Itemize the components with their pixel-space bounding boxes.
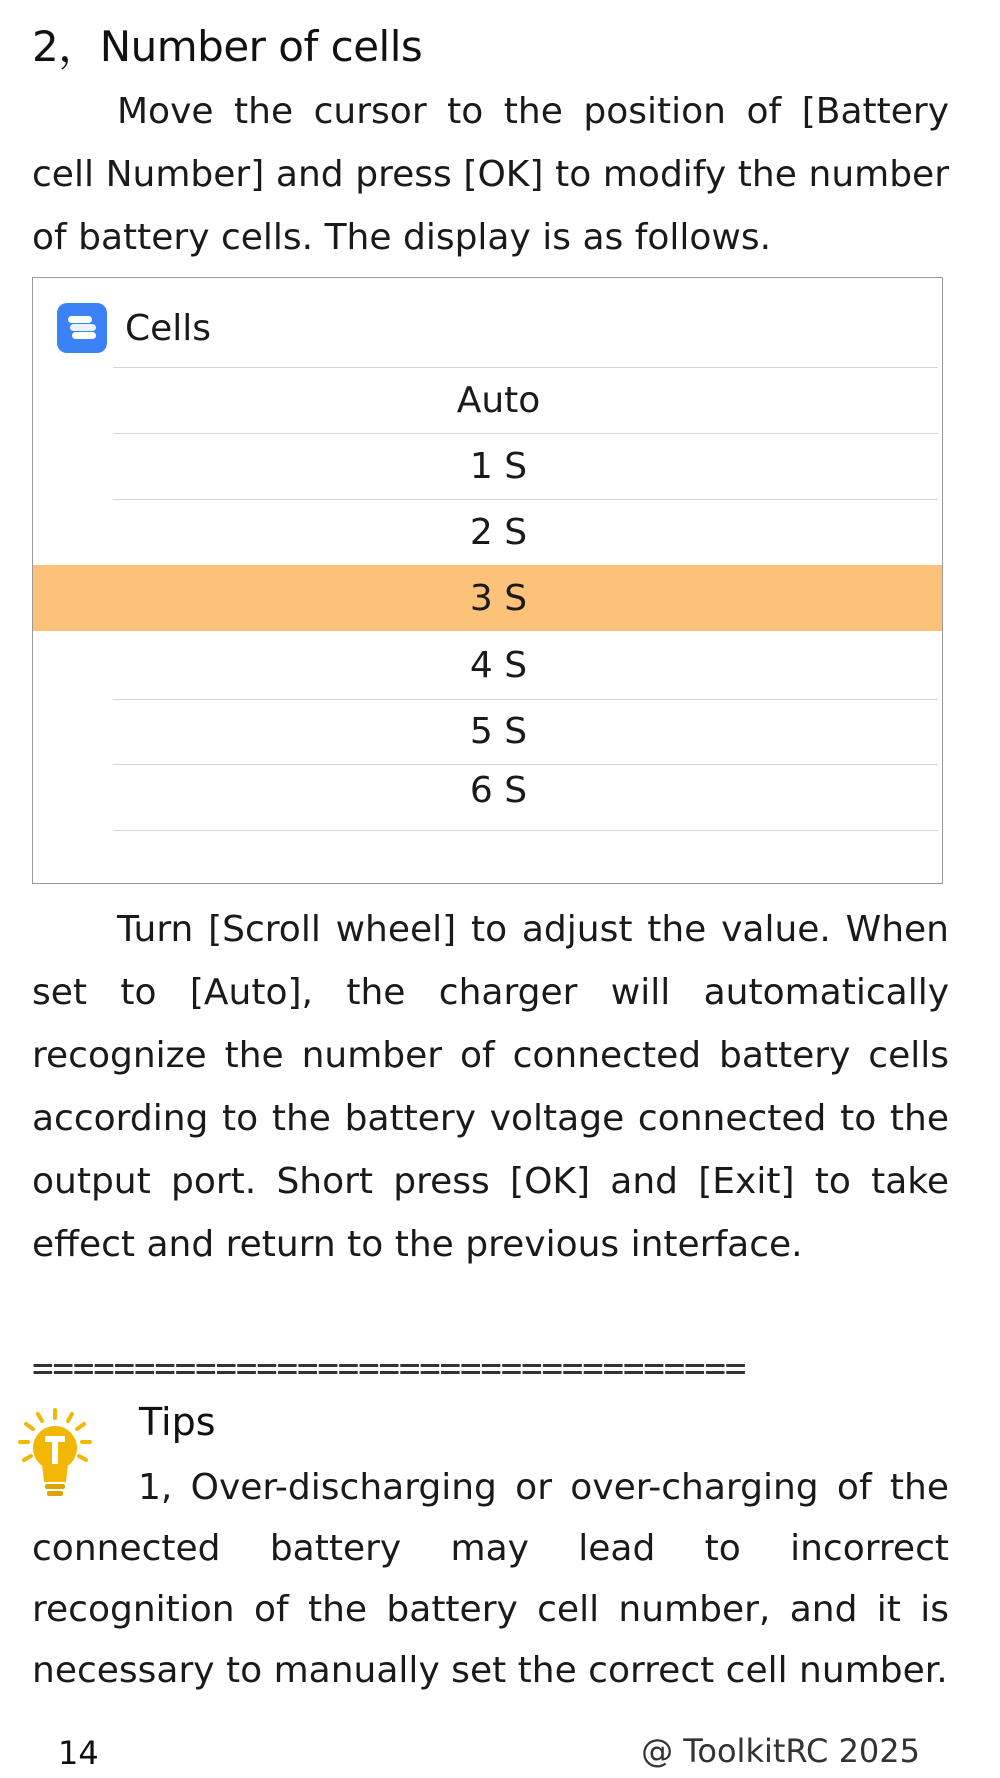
option-label: 5 S — [469, 711, 528, 752]
description-paragraph: Turn [Scroll wheel] to adjust the value. When set to [Auto], the charger will automatically recognize the number of connected battery cells according to the battery voltage connected to the output port. Short press [OK] and [Exit] to take effect and return to the previous interface. — [32, 909, 949, 1265]
option-4s[interactable] — [33, 631, 942, 699]
option-6s[interactable] — [33, 765, 942, 815]
option-auto[interactable] — [33, 368, 942, 433]
option-5s[interactable] — [33, 700, 942, 763]
option-2s[interactable] — [33, 500, 942, 565]
option-label: 3 S — [469, 577, 528, 619]
tip-item: 1, Over-discharging or over-charging of the connected battery may lead to incorrect recognition of the battery cell number, and it is necessary to manually set the correct cell number. — [32, 1467, 949, 1691]
copyright-notice: @ ToolkitRC 2025 — [641, 1732, 920, 1770]
intro-paragraph: Move the cursor to the position of [Battery cell Number] and press [OK] to modify the number of battery cells. The display is as follows. — [32, 91, 949, 258]
tips-title: Tips — [139, 1400, 216, 1444]
option-label: 4 S — [469, 644, 528, 686]
option-separator — [113, 830, 938, 831]
section-heading: 2，Number of cells — [32, 22, 423, 71]
cells-option-list — [33, 278, 942, 883]
option-label: 6 S — [469, 769, 528, 811]
cells-screen — [32, 277, 943, 884]
option-3s-selected[interactable] — [33, 565, 942, 631]
section-divider: =================================== — [32, 1348, 746, 1389]
option-label: 2 S — [469, 512, 528, 553]
option-label: Auto — [456, 380, 541, 421]
screen-title: Cells — [125, 307, 212, 349]
option-label: 1 S — [469, 446, 528, 487]
page-number: 14 — [58, 1734, 99, 1772]
option-1s[interactable] — [33, 434, 942, 499]
